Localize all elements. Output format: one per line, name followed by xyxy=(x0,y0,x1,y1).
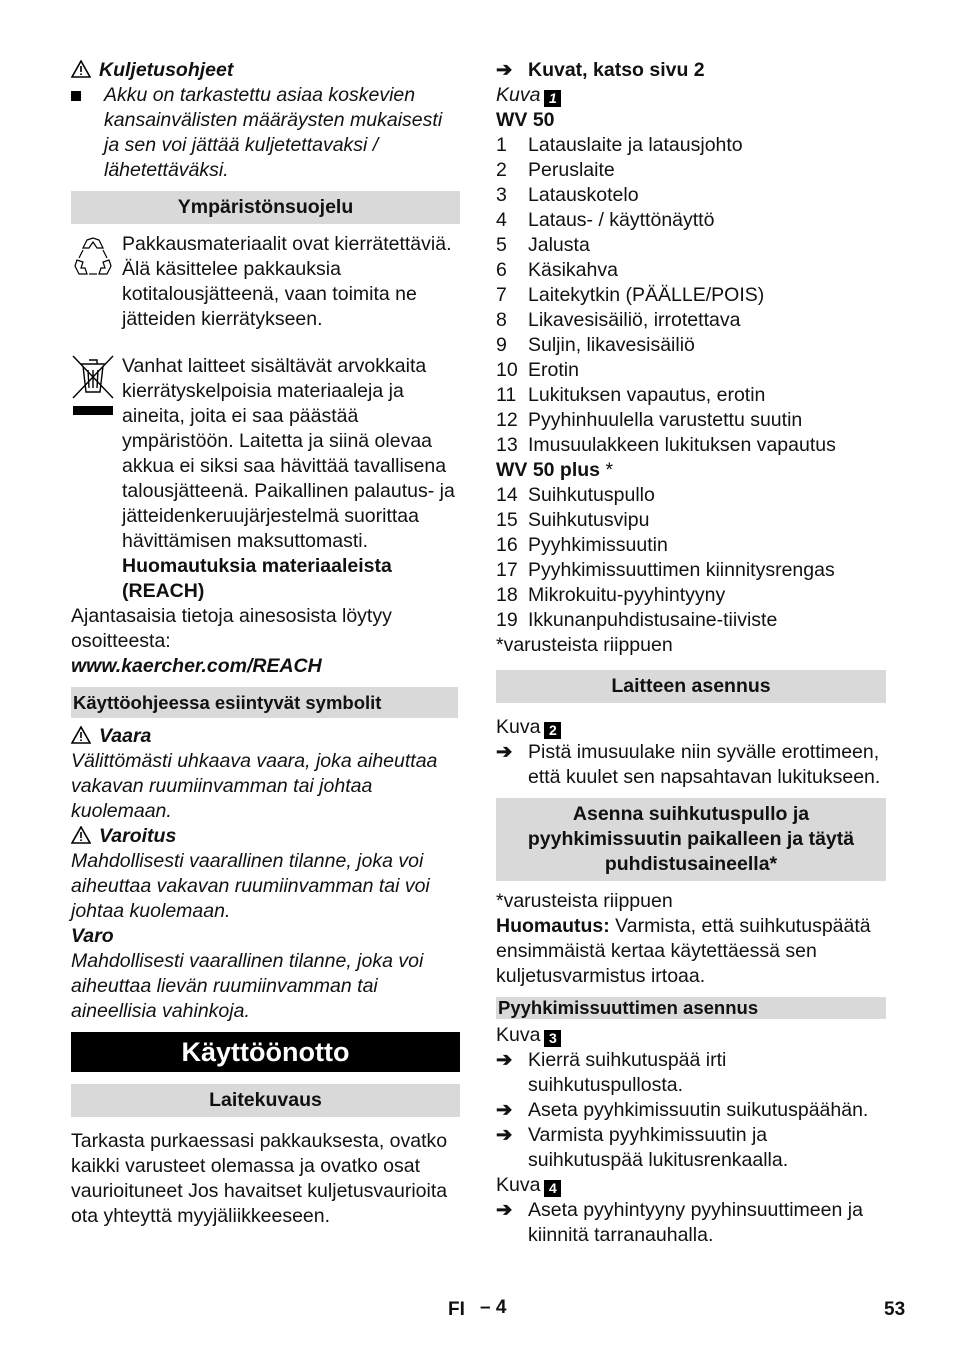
parts-list-wv50 xyxy=(496,133,886,458)
recycling-icon xyxy=(71,232,122,332)
arrow-right-icon: ➔ xyxy=(496,1199,513,1221)
part-list-item xyxy=(496,508,886,533)
part-label: Lukituksen vapautus, erotin xyxy=(528,384,766,406)
part-label: Käsikahva xyxy=(528,259,618,281)
arrow-right-icon: ➔ xyxy=(496,1049,513,1071)
reach-url: www.kaercher.com/REACH xyxy=(71,655,322,677)
device-heading: Laitekuvaus xyxy=(71,1084,460,1117)
disposal-text: Vanhat laitteet sisältävät arvokkaita kierrätyskelpoisia materiaaleja ja aineita, joita ei saa päästää ympäristöön. Laitetta ja siinä olevaa akkua ei siksi saa hävittää tavallisena talousjätteenä. Paikallinen palautus- ja jätteidenkeruujärjestelmä suorittaa hävittämisen maksuttomasti. xyxy=(122,355,455,552)
part-number: 18 xyxy=(496,584,518,606)
model-wv50: WV 50 xyxy=(496,109,555,131)
disposal-block xyxy=(71,354,460,604)
part-number: 16 xyxy=(496,534,518,556)
wiper-step-text: Aseta pyyhkimissuutin suikutuspäähän. xyxy=(528,1099,869,1121)
part-number: 11 xyxy=(496,384,517,406)
notice-text: Varmista, että suihkutuspäätä ensimmäistä kertaa käytettäessä sen kuljetusvarmistus irtoaa. xyxy=(496,915,871,987)
part-number: 6 xyxy=(496,259,507,281)
figures-ref-text: Kuvat, katso sivu 2 xyxy=(528,59,705,81)
part-list-item xyxy=(496,383,886,408)
part-label: Lataus- / käyttönäyttö xyxy=(528,209,715,231)
model-wv50plus: WV 50 plus xyxy=(496,459,601,481)
figure-number-badge: 4 xyxy=(544,1180,561,1197)
figure-number-badge: 1 xyxy=(544,90,561,107)
part-list-item xyxy=(496,358,886,383)
model-wv50plus-line: WV 50 plus * xyxy=(496,459,614,481)
crossed-bin-icon xyxy=(71,354,122,604)
recycling-text: Pakkausmateriaalit ovat kierrätettäviä. Älä käsittelee pakkauksia kotitalousjätteenä, vaan toimita ne jätteiden kierrätykseen. xyxy=(122,233,452,330)
part-list-item xyxy=(496,158,886,183)
device-text: Tarkasta purkaessasi pakkauksesta, ovatko kaikki varusteet olemassa ja ovatko osat vaurioituneet Jos havaitset kuljetusvaurioita ota yhteyttä myyjäliikkeeseen. xyxy=(71,1130,448,1227)
part-number: 3 xyxy=(496,184,507,206)
arrow-right-icon: ➔ xyxy=(496,59,513,81)
part-number: 1 xyxy=(496,134,507,156)
danger-title: Vaara xyxy=(99,725,152,747)
reach-text: Ajantasaisia tietoja ainesosista löytyy osoitteesta: xyxy=(71,605,392,652)
part-label: Laitekytkin (PÄÄLLE/POIS) xyxy=(528,284,765,306)
transport-text: Akku on tarkastettu asiaa koskevien kansainvälisten määräysten mukaisesti ja sen voi jättää kuljetettavaksi / lähetettäväksi. xyxy=(104,84,443,181)
part-number: 4 xyxy=(496,209,507,231)
footer-page-number: 53 xyxy=(884,1299,906,1320)
parts-list-wv50plus xyxy=(496,483,886,633)
part-number: 8 xyxy=(496,309,507,331)
part-list-item xyxy=(496,483,886,508)
part-label: Ikkunanpuhdistusaine-tiiviste xyxy=(528,609,778,631)
part-label: Latauslaite ja latausjohto xyxy=(528,134,743,156)
part-number: 19 xyxy=(496,609,518,631)
install-heading: Laitteen asennus xyxy=(496,670,886,703)
caution-text: Mahdollisesti vaarallinen tilanne, joka voi aiheuttaa lievän ruumiinvamman tai aineellisia vahinkoja. xyxy=(71,950,424,1022)
accessory-note: *varusteista riippuen xyxy=(496,634,673,656)
part-number: 13 xyxy=(496,434,518,456)
part-number: 14 xyxy=(496,484,518,506)
install-step-text: Pistä imusuulake niin syvälle erottimeen, että kuulet sen napsahtavan lukitukseen. xyxy=(528,741,881,788)
warning-triangle-icon xyxy=(71,724,99,749)
figure-1-label: Kuva 1 xyxy=(496,83,886,108)
warning-title: Varoitus xyxy=(99,825,177,847)
part-label: Peruslaite xyxy=(528,159,615,181)
part-label: Pyyhkimissuutin xyxy=(528,534,668,556)
part-number: 10 xyxy=(496,359,518,381)
part-list-item xyxy=(496,408,886,433)
part-label: Pyyhinhuulella varustettu suutin xyxy=(528,409,803,431)
part-label: Latauskotelo xyxy=(528,184,639,206)
install-step xyxy=(496,740,886,790)
footer-local-page: – 4 xyxy=(480,1297,507,1318)
part-label: Suihkutuspullo xyxy=(528,484,655,506)
caution-title: Varo xyxy=(71,925,114,947)
right-column xyxy=(496,58,886,1248)
part-number: 2 xyxy=(496,159,507,181)
figure-number-badge: 2 xyxy=(544,722,561,739)
part-list-item xyxy=(496,233,886,258)
pad-step-text: Aseta pyyhintyyny pyyhinsuuttimeen ja kiinnitä tarranauhalla. xyxy=(528,1199,863,1246)
left-column xyxy=(71,58,460,1229)
transport-item xyxy=(71,83,460,183)
part-list-item xyxy=(496,183,886,208)
figure-4-label: Kuva 4 xyxy=(496,1173,886,1198)
part-list-item xyxy=(496,533,886,558)
wiper-step xyxy=(496,1098,886,1123)
environment-heading: Ympäristönsuojelu xyxy=(71,191,460,224)
part-label: Mikrokuitu-pyyhintyyny xyxy=(528,584,726,606)
part-number: 15 xyxy=(496,509,518,531)
wiper-heading: Pyyhkimissuuttimen asennus xyxy=(496,997,886,1019)
figure-3-label: Kuva 3 xyxy=(496,1023,886,1048)
wiper-step xyxy=(496,1123,886,1173)
part-list-item xyxy=(496,433,886,458)
notice-paragraph xyxy=(496,914,886,989)
warning-heading xyxy=(71,824,460,849)
part-list-item xyxy=(496,258,886,283)
arrow-right-icon: ➔ xyxy=(496,1099,513,1121)
transport-heading xyxy=(71,58,460,83)
part-number: 7 xyxy=(496,284,507,306)
part-label: Suljin, likavesisäiliö xyxy=(528,334,695,356)
danger-heading xyxy=(71,724,460,749)
figures-reference xyxy=(496,58,886,83)
warning-triangle-icon xyxy=(71,58,99,83)
notice-label: Huomautus: xyxy=(496,915,610,937)
part-label: Erotin xyxy=(528,359,579,381)
warning-text: Mahdollisesti vaarallinen tilanne, joka voi aiheuttaa vakavan ruumiinvamman tai voi johtaa kuolemaan. xyxy=(71,850,430,922)
reach-title-line1: Huomautuksia materiaaleista xyxy=(122,555,392,577)
part-list-item xyxy=(496,608,886,633)
square-bullet-icon xyxy=(71,83,104,183)
part-list-item xyxy=(496,558,886,583)
arrow-right-icon: ➔ xyxy=(496,741,513,763)
startup-heading: Käyttöönotto xyxy=(71,1032,460,1072)
wiper-step-text: Kierrä suihkutuspää irti suihkutuspullosta. xyxy=(528,1049,727,1096)
figure-2-label: Kuva 2 xyxy=(496,715,886,740)
part-list-item xyxy=(496,583,886,608)
part-list-item xyxy=(496,333,886,358)
spray-note: *varusteista riippuen xyxy=(496,890,673,912)
wiper-step xyxy=(496,1048,886,1098)
part-label: Jalusta xyxy=(528,234,590,256)
transport-title: Kuljetusohjeet xyxy=(99,59,234,81)
part-label: Imusuulakkeen lukituksen vapautus xyxy=(528,434,836,456)
part-number: 9 xyxy=(496,334,507,356)
recycling-block xyxy=(71,232,460,332)
part-label: Likavesisäiliö, irrotettava xyxy=(528,309,741,331)
warning-triangle-icon xyxy=(71,824,99,849)
footer-language: FI xyxy=(448,1299,465,1320)
arrow-right-icon: ➔ xyxy=(496,1124,513,1146)
part-number: 17 xyxy=(496,559,518,581)
part-list-item xyxy=(496,283,886,308)
figure-number-badge: 3 xyxy=(544,1030,561,1047)
wiper-steps-list xyxy=(496,1048,886,1173)
danger-text: Välittömästi uhkaava vaara, joka aiheuttaa vakavan ruumiinvamman tai johtaa kuolemaan. xyxy=(71,750,438,822)
spray-heading: Asenna suihkutuspullo ja pyyhkimissuutin paikalleen ja täytä puhdistusaineella* xyxy=(496,798,886,881)
part-label: Suihkutusvipu xyxy=(528,509,650,531)
part-number: 12 xyxy=(496,409,518,431)
part-list-item xyxy=(496,208,886,233)
pad-step xyxy=(496,1198,886,1248)
symbols-heading: Käyttöohjeessa esiintyvät symbolit xyxy=(71,687,458,718)
wiper-step-text: Varmista pyyhkimissuutin ja suihkutuspää lukitusrenkaalla. xyxy=(528,1124,789,1171)
part-label: Pyyhkimissuuttimen kiinnitysrengas xyxy=(528,559,835,581)
part-number: 5 xyxy=(496,234,507,256)
part-list-item xyxy=(496,133,886,158)
part-list-item xyxy=(496,308,886,333)
reach-title-line2: (REACH) xyxy=(122,580,205,602)
